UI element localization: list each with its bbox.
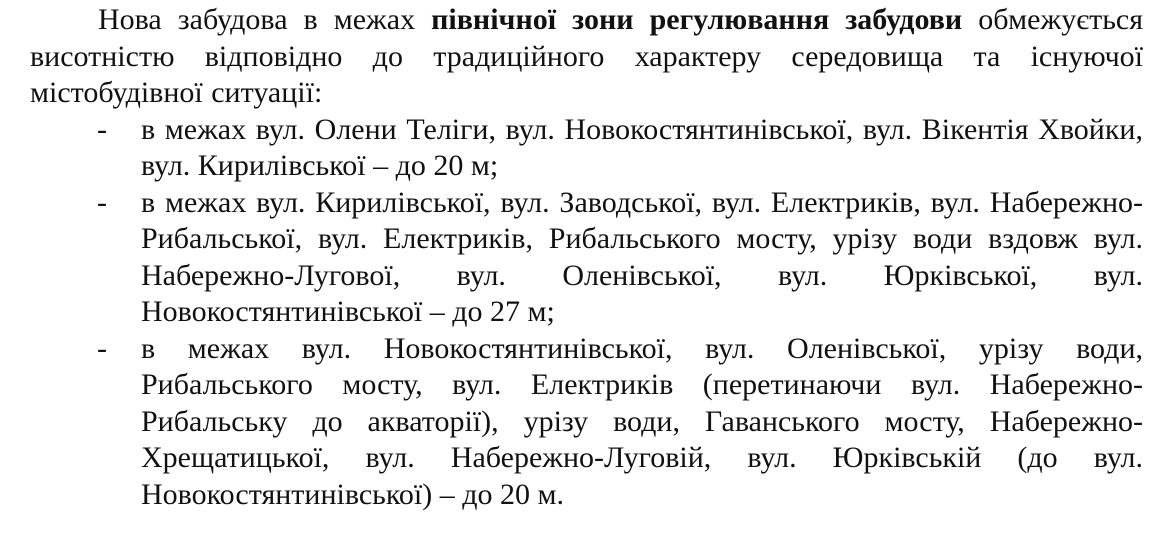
height-limits-list — [30, 112, 1143, 514]
dash-marker: - — [97, 112, 107, 146]
list-item-3 — [30, 331, 1143, 514]
list-item-1 — [30, 112, 1143, 185]
intro-text-before: Нова забудова в межах — [98, 3, 432, 36]
list-item-text: в межах вул. Олени Теліги, вул. Новокостянтинівської, вул. Вікентія Хвойки, вул. Кирилівської – до 20 м; — [141, 112, 1143, 182]
dash-marker: - — [97, 331, 107, 365]
list-item-text: в межах вул. Новокостянтинівської, вул. Оленівської, урізу води, Рибальського мосту, вул. Електриків (перетинаючи вул. Набережно-Рибальську до акваторії), урізу води, Гаванського мосту, Набережно-Хрещатицької, вул. Набережно-Луговій, вул. Юрківській (до вул. Новокостянтинівської) – до 20 м. — [141, 331, 1143, 511]
list-item-2 — [30, 185, 1143, 331]
list-item-text: в межах вул. Кирилівської, вул. Заводської, вул. Електриків, вул. Набережно-Рибальської, вул. Електриків, Рибальського мосту, урізу води вздовж вул. Набережно-Лугової, вул. Оленівської, вул. Юрківської, вул. Новокостянтинівської – до 27 м; — [141, 185, 1143, 328]
document-body — [30, 2, 1143, 513]
intro-text-after: обмежується висотністю відповідно до традиційного характеру середовища та існуючої містобудівної ситуації: — [30, 3, 1143, 109]
dash-marker: - — [97, 185, 107, 219]
intro-paragraph — [30, 2, 1143, 112]
zone-name-bold: північної зони регулювання забудови — [431, 3, 963, 36]
